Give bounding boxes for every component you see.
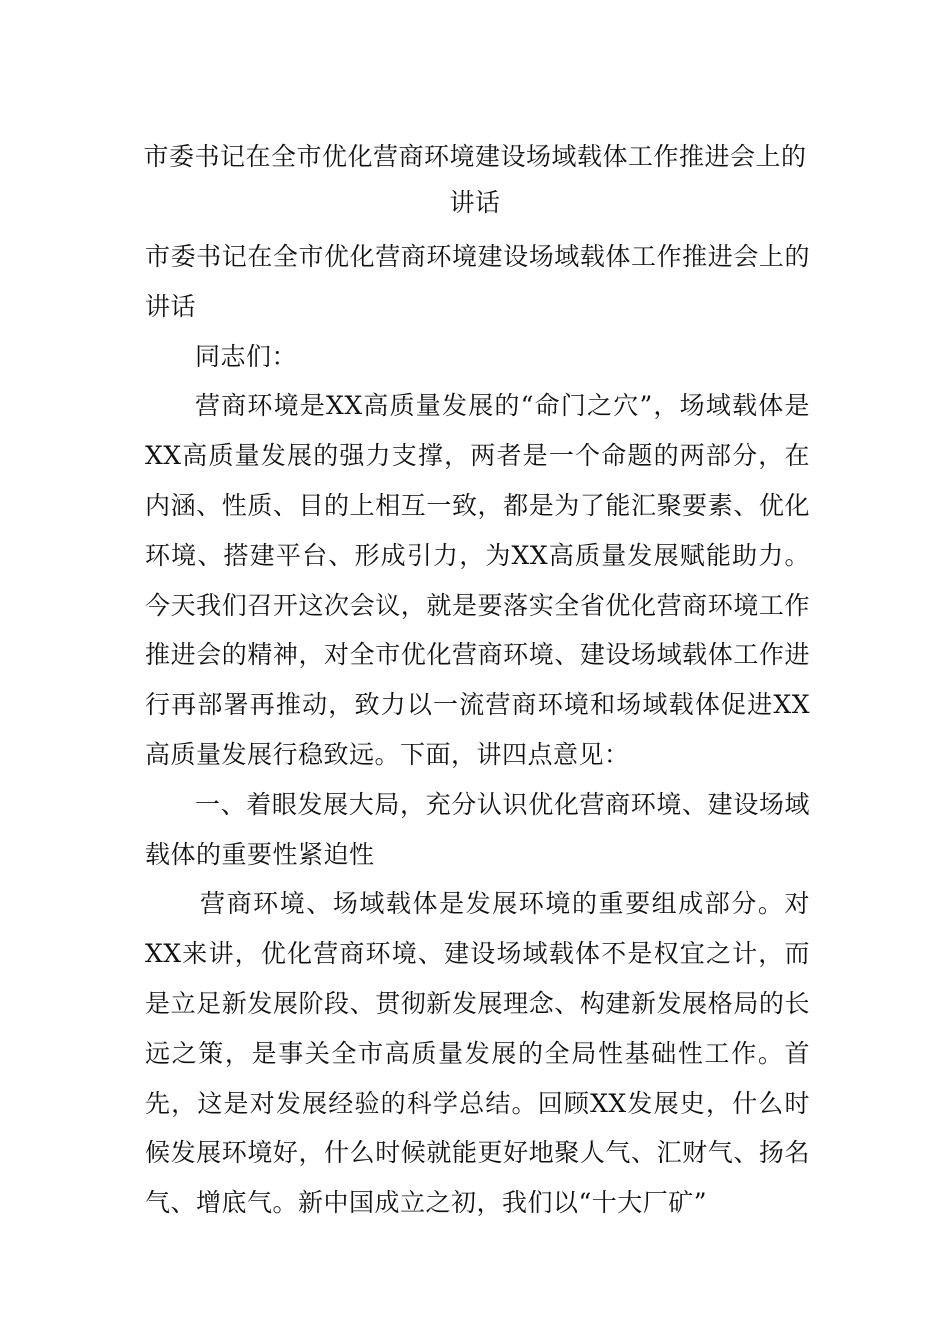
body-paragraph: 营商环境是XX高质量发展的“命门之穴”，场域载体是XX高质量发展的强力支撑，两者是一个命题的两部分，在内涵、性质、目的上相互一致，都是为了能汇聚要素、优化环境、搭建平台、形成引力，为XX高质量发展赋能助力。今天我们召开这次会议，就是要落实全省优化营商环境工作推进会的精神，对全市优化营商环境、建设场域载体工作进行再部署再推动，致力以一流营商环境和场域载体促进XX高质量发展行稳致远。下面，讲四点意见： (145, 391, 810, 769)
document-title: 市委书记在全市优化营商环境建设场域载体工作推进会上的讲话 (143, 142, 807, 217)
document-subtitle: 市委书记在全市优化营商环境建设场域载体工作推进会上的讲话 (145, 242, 810, 321)
body-paragraph: 营商环境、场域载体是发展环境的重要组成部分。对XX来讲，优化营商环境、建设场域载体不是权宜之计，而是立足新发展阶段、贯彻新发展理念、构建新发展格局的长远之策，是事关全市高质量发展的全局性基础性工作。首先，这是对发展经验的科学总结。回顾XX发展史，什么时候发展环境好，什么时候就能更好地聚人气、汇财气、扬名气、增底气。新中国成立之初，我们以“十大厂矿” (145, 889, 810, 1218)
section-heading: 一、着眼发展大局，充分认识优化营商环境、建设场域载体的重要性紧迫性 (145, 789, 810, 869)
document-body (145, 232, 810, 1228)
salutation: 同志们： (195, 341, 298, 371)
